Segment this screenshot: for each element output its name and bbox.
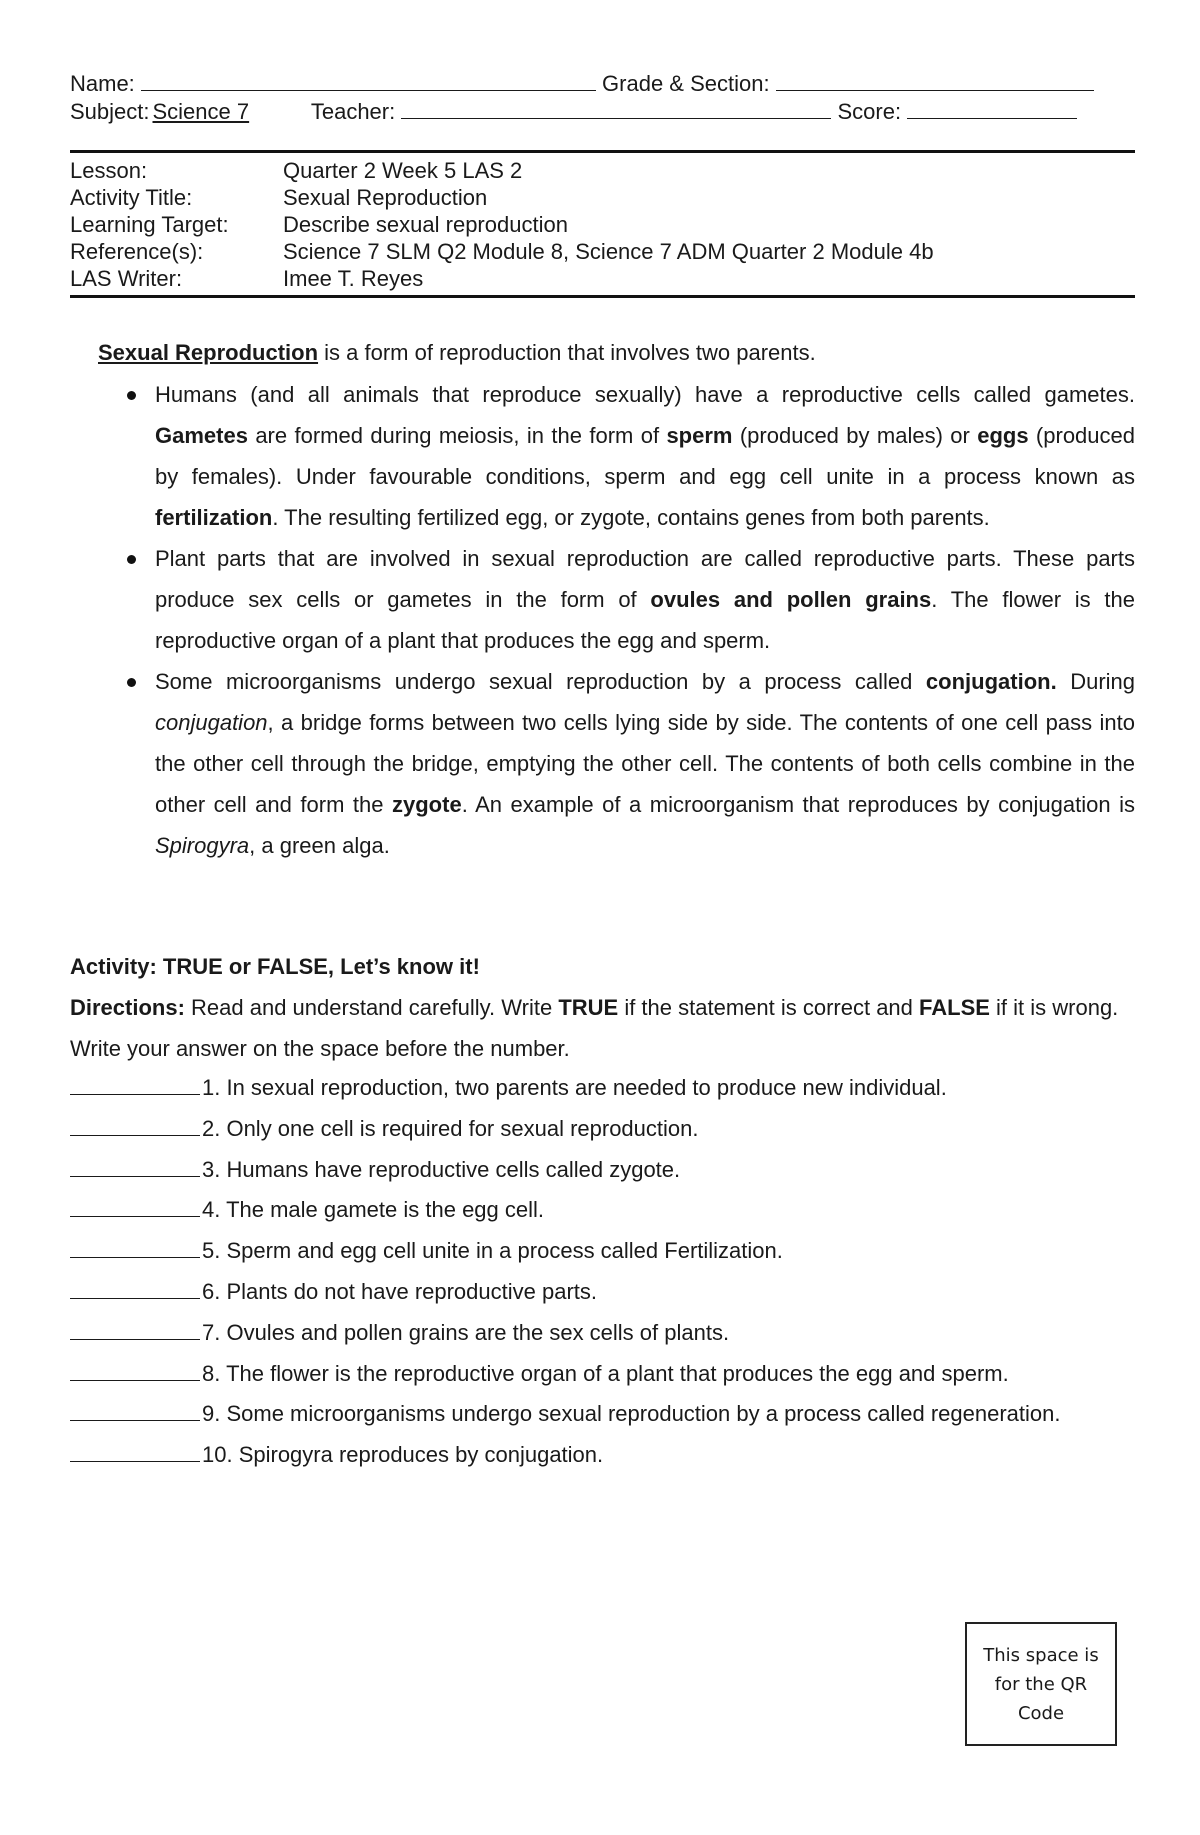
references-value: Science 7 SLM Q2 Module 8, Science 7 ADM Quarter 2 Module 4b xyxy=(283,239,934,264)
true-keyword: TRUE xyxy=(558,995,619,1020)
teacher-blank[interactable] xyxy=(401,98,831,119)
answer-blank[interactable] xyxy=(70,1398,200,1421)
tf-item xyxy=(70,1150,1140,1191)
answer-blank[interactable] xyxy=(70,1154,200,1177)
answer-blank[interactable] xyxy=(70,1072,200,1095)
lesson-key: Lesson: xyxy=(70,158,148,183)
teacher-label: Teacher: xyxy=(310,99,396,124)
bullet-text: , a bridge forms between two cells lying side by side. The contents of one cell pass into the other cell through the bridge, emptying the other cell. The contents of both cells combine in the other cell and form the xyxy=(155,710,1135,817)
answer-blank[interactable] xyxy=(70,1439,200,1462)
name-blank[interactable] xyxy=(141,70,596,91)
tf-item-text: 10. Spirogyra reproduces by conjugation. xyxy=(202,1442,604,1468)
tf-item xyxy=(70,1272,1140,1313)
tf-item-text: 6. Plants do not have reproductive parts. xyxy=(202,1278,598,1304)
bullet-text: . The resulting fertilized egg, or zygote, contains genes from both parents. xyxy=(272,505,990,530)
tf-item-text: 7. Ovules and pollen grains are the sex cells of plants. xyxy=(202,1319,730,1345)
italic-term: Spirogyra xyxy=(155,833,250,858)
bullet-humans xyxy=(98,374,1135,538)
bold-term: conjugation. xyxy=(925,669,1057,694)
bold-term: ovules and pollen grains xyxy=(650,587,932,612)
tf-item-text: 8. The flower is the reproductive organ of a plant that produces the egg and sperm. xyxy=(202,1360,1009,1386)
qr-code-placeholder xyxy=(965,1622,1117,1746)
score-label: Score: xyxy=(837,99,902,124)
info-bullet-list xyxy=(98,374,1135,866)
directions-text: if it is wrong. Write your answer on the space before the number. xyxy=(70,995,1119,1061)
learning-target-value: Describe sexual reproduction xyxy=(283,212,568,237)
header-rule-bottom xyxy=(70,295,1135,298)
bullet-text: . The flower is the reproductive organ of a plant that produces the egg and sperm. xyxy=(155,587,1135,653)
tf-item xyxy=(70,1190,1140,1231)
bullet-dot-icon xyxy=(127,555,136,564)
directions-label: Directions: xyxy=(70,995,185,1020)
bullet-microorganisms xyxy=(98,661,1135,866)
bullet-text: During xyxy=(1056,669,1136,694)
bullet-plants xyxy=(98,538,1135,661)
tf-item xyxy=(70,1435,1140,1476)
tf-item-text: 5. Sperm and egg cell unite in a process called Fertilization. xyxy=(202,1238,783,1264)
qr-text-line: for the QR xyxy=(994,1673,1088,1695)
bullet-dot-icon xyxy=(127,391,136,400)
lesson-info-row xyxy=(70,157,1135,184)
answer-blank[interactable] xyxy=(70,1113,200,1136)
grade-section-blank[interactable] xyxy=(776,70,1094,91)
italic-term: conjugation xyxy=(155,710,268,735)
bullet-dot-icon xyxy=(127,678,136,687)
activity-section xyxy=(70,946,1135,1069)
bullet-text: are formed during meiosis, in the form of xyxy=(247,423,667,448)
bullet-text: . An example of a microorganism that reproduces by conjugation is xyxy=(461,792,1136,817)
answer-blank[interactable] xyxy=(70,1194,200,1217)
student-info-header xyxy=(70,70,1135,126)
bold-term: sperm xyxy=(666,423,733,448)
bold-term: eggs xyxy=(977,423,1029,448)
subject-teacher-line xyxy=(70,98,1135,126)
lesson-value: Quarter 2 Week 5 LAS 2 xyxy=(283,158,523,183)
bullet-text: (produced by males) or xyxy=(732,423,978,448)
header-rule-top xyxy=(70,150,1135,153)
tf-item-text: 1. In sexual reproduction, two parents are needed to produce new individual. xyxy=(202,1075,947,1100)
lesson-info-row xyxy=(70,184,1135,211)
intro-paragraph xyxy=(98,338,816,368)
activity-title: Activity: TRUE or FALSE, Let’s know it! xyxy=(70,954,480,979)
lesson-info-table xyxy=(70,157,1135,292)
true-false-items xyxy=(70,1068,1140,1476)
tf-item-text: 3. Humans have reproductive cells called zygote. xyxy=(202,1156,681,1182)
tf-item xyxy=(70,1313,1140,1354)
subject-label: Subject: xyxy=(70,99,150,124)
answer-blank[interactable] xyxy=(70,1317,200,1340)
qr-text-line: Code xyxy=(1017,1702,1065,1724)
activity-directions xyxy=(70,987,1135,1069)
bullet-text: Some microorganisms undergo sexual reproduction by a process called xyxy=(155,669,926,694)
answer-blank[interactable] xyxy=(70,1358,200,1381)
tf-item xyxy=(70,1394,1140,1435)
false-keyword: FALSE xyxy=(919,995,990,1020)
tf-item xyxy=(70,1354,1140,1395)
grade-section-label: Grade & Section: xyxy=(602,71,770,96)
directions-text: Read and understand carefully. Write xyxy=(184,995,559,1020)
las-writer-value: Imee T. Reyes xyxy=(283,266,424,291)
activity-title-key: Activity Title: xyxy=(70,185,193,210)
lesson-info-row xyxy=(70,211,1135,238)
name-grade-line xyxy=(70,70,1135,98)
bold-term: fertilization xyxy=(155,505,273,530)
bold-term: Gametes xyxy=(155,423,248,448)
bullet-text: , a green alga. xyxy=(249,833,390,858)
las-writer-key: LAS Writer: xyxy=(70,266,183,291)
intro-text: is a form of reproduction that involves two parents. xyxy=(318,340,816,365)
name-label: Name: xyxy=(70,71,135,96)
score-blank[interactable] xyxy=(907,98,1077,119)
tf-item xyxy=(70,1231,1140,1272)
bullet-text: (produced by females). Under favourable conditions, sperm and egg cell unite in a process known as xyxy=(155,423,1135,489)
tf-item xyxy=(70,1068,1140,1109)
references-key: Reference(s): xyxy=(70,239,204,264)
tf-item-text: 4. The male gamete is the egg cell. xyxy=(202,1197,545,1223)
answer-blank[interactable] xyxy=(70,1235,200,1258)
lesson-info-row xyxy=(70,265,1135,292)
tf-item-text: 9. Some microorganisms undergo sexual reproduction by a process called regeneration. xyxy=(202,1401,1061,1427)
intro-term: Sexual Reproduction xyxy=(98,340,319,365)
bullet-text: Humans (and all animals that reproduce sexually) have a reproductive cells called gametes. xyxy=(155,382,1135,407)
qr-text-line: This space is xyxy=(983,1644,1099,1666)
directions-text: if the statement is correct and xyxy=(618,995,920,1020)
subject-value: Science 7 xyxy=(152,99,250,124)
lesson-info-row xyxy=(70,238,1135,265)
tf-item-text: 2. Only one cell is required for sexual reproduction. xyxy=(202,1115,699,1141)
bullet-text: Plant parts that are involved in sexual reproduction are called reproductive parts. These parts produce sex cells or gametes in the form of xyxy=(155,546,1135,612)
activity-title-value: Sexual Reproduction xyxy=(283,185,488,210)
tf-item xyxy=(70,1109,1140,1150)
bold-term: zygote xyxy=(392,792,462,817)
learning-target-key: Learning Target: xyxy=(70,212,229,237)
answer-blank[interactable] xyxy=(70,1276,200,1299)
